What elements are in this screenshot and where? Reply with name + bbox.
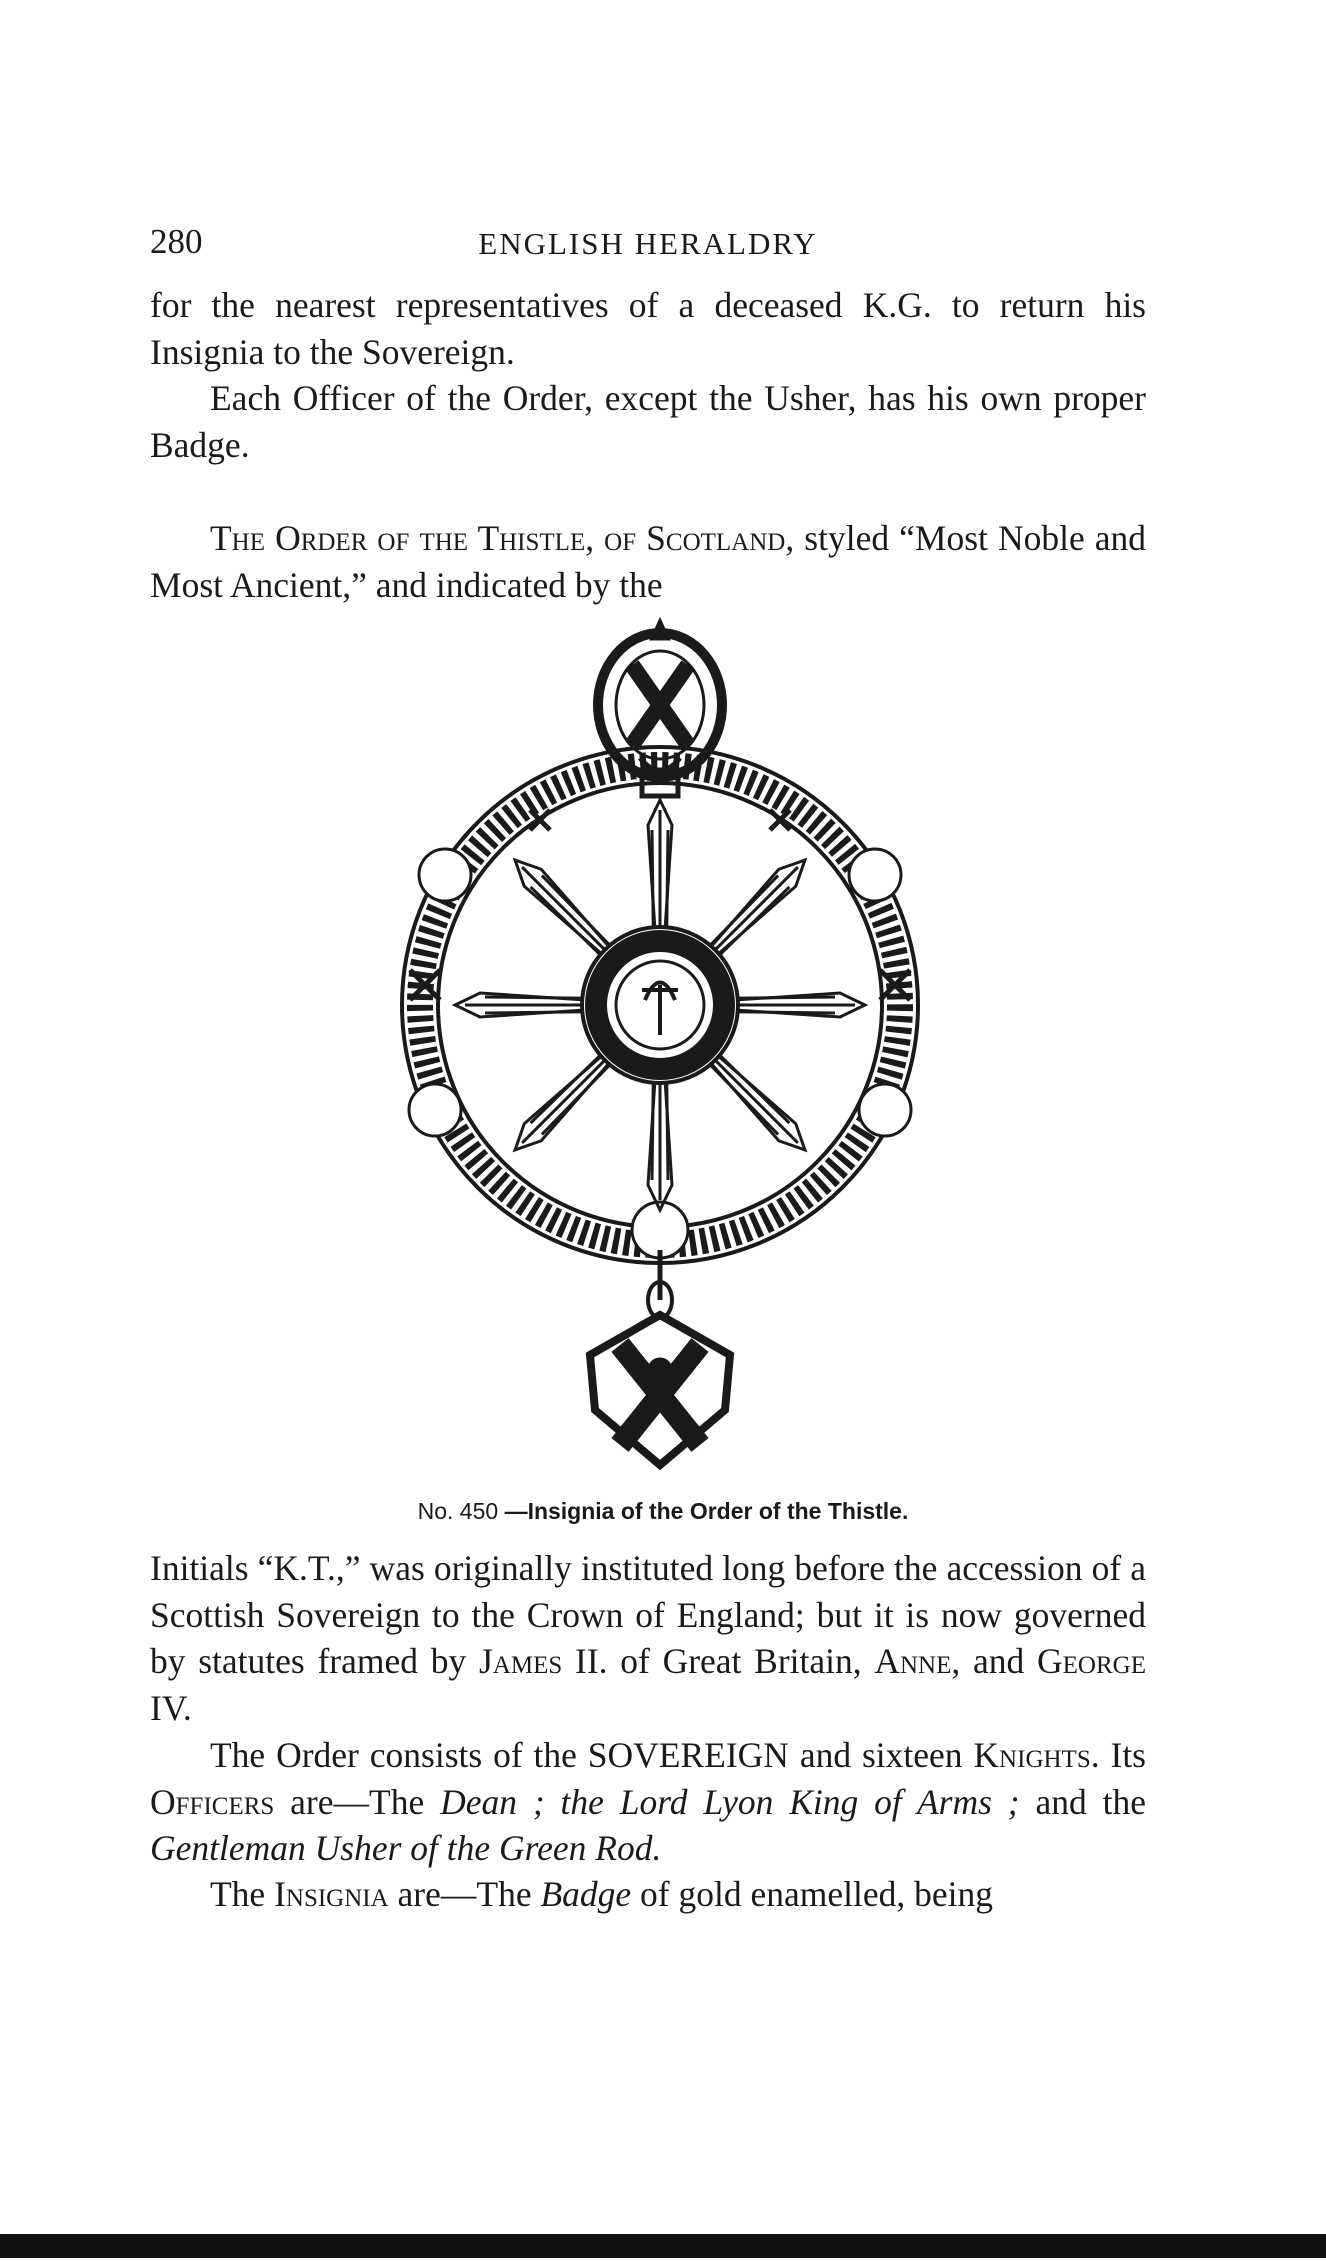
gentleman-usher: Gentleman Usher of the Green Rod. [150, 1828, 662, 1868]
thistle-star [455, 800, 865, 1210]
name-anne: Anne [874, 1641, 952, 1681]
paragraph-6-text-c: of gold enamelled, being [631, 1874, 993, 1914]
paragraph-3-text: styled “Most Noble and Most Ancient,” and indicated by the [150, 518, 1147, 605]
paragraph-5-text-e: and the [1019, 1781, 1146, 1822]
word-dean: Dean ; [440, 1781, 545, 1822]
thistle-insignia-figure [380, 610, 940, 1490]
figure-caption-text: —Insignia of the Order of the Thistle. [504, 1498, 909, 1524]
paragraph-5-text-a: The Order consists of the SOVEREIGN and sixteen [210, 1735, 974, 1775]
paragraph-4-text-b: II. of Great Britain, [562, 1641, 875, 1681]
paragraph-5-text-b: Its [1099, 1735, 1146, 1775]
order-name: The Order of the Thistle, of Scotland, [210, 518, 795, 558]
paragraph-4-text-c: , and [951, 1641, 1038, 1681]
paragraph-1-text: for the nearest representatives of a deceased K.G. to return his Insignia to the Sovereign. [150, 285, 1146, 372]
paragraph-2 [150, 375, 1146, 468]
running-head: ENGLISH HERALDRY [478, 226, 818, 261]
word-officers: Officers [150, 1781, 275, 1822]
paragraph-4 [150, 1545, 1146, 1731]
word-knights: Knights. [973, 1735, 1100, 1775]
paragraph-1 [150, 282, 1146, 375]
paragraph-3 [150, 515, 1146, 608]
word-badge: Badge [540, 1874, 632, 1914]
figure-caption [150, 1498, 1176, 1525]
paragraph-6-text-b: are—The [388, 1874, 541, 1914]
name-james: James [478, 1641, 563, 1681]
top-oval-badge [598, 618, 722, 796]
paragraph-6-text-a: The [210, 1874, 275, 1914]
paragraph-4-text-d: IV. [150, 1687, 192, 1728]
paragraph-5-text-c: are—The [274, 1781, 441, 1822]
paragraph-2-text: Each Officer of the Order, except the Usher, has his own proper Badge. [150, 378, 1146, 465]
lord-lyon: the Lord Lyon King of Arms ; [560, 1781, 1020, 1822]
pendant-badge [590, 1250, 730, 1465]
bottom-scan-edge [0, 2234, 1326, 2258]
name-george: George [1037, 1641, 1146, 1681]
paragraph-4-text-a: Initials “K.T.,” was originally instituted long before the accession of a Scottish Sovereign to the Crown of England; but it is now governed by statutes framed by [150, 1548, 1146, 1681]
page-header [150, 222, 1146, 272]
paragraph-5-text-d [545, 1782, 561, 1822]
page-number: 280 [150, 222, 203, 261]
figure-number: No. 450 [417, 1498, 499, 1524]
word-insignia: Insignia [274, 1874, 389, 1914]
paragraph-5 [150, 1732, 1146, 1872]
paragraph-6 [150, 1871, 1146, 1918]
